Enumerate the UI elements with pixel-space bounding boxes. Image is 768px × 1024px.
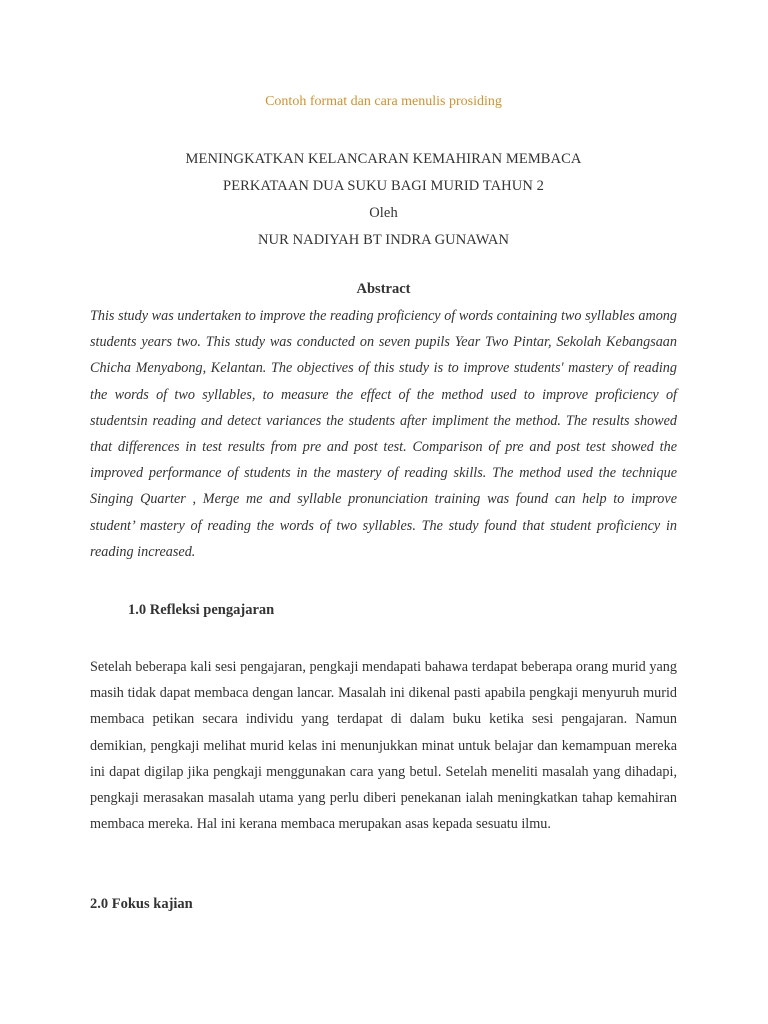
- author-name: NUR NADIYAH BT INDRA GUNAWAN: [257, 232, 510, 248]
- section-1-heading: 1.0 Refleksi pengajaran: [128, 602, 275, 618]
- abstract-heading: Abstract: [356, 281, 411, 297]
- section-2-heading: 2.0 Fokus kajian: [90, 896, 193, 912]
- title-block: [90, 146, 677, 254]
- abstract-text: This study was undertaken to improve the reading proficiency of words containing two syllables among students years two. This study was conducted on seven pupils Year Two Pintar, Sekolah Kebangsaan Chicha Menyabong, Kelantan. The objectives of this study is to improve students' mastery of reading the words of two syllables, to measure the effect of the method used to improve proficiency of studentsin reading and detect variances the students after impliment the method. The results showed that differences in test results from pre and post test. Comparison of pre and post test showed the improved performance of students in the mastery of reading skills. The method used the technique Singing Quarter , Merge me and syllable pronunciation training was found can help to improve student’ mastery of reading the words of two syllables. The study found that student proficiency in reading increased.: [90, 308, 677, 560]
- section-1-paragraph: Setelah beberapa kali sesi pengajaran, pengkaji mendapati bahawa terdapat beberapa orang murid yang masih tidak dapat membaca dengan lancar. Masalah ini dikenal pasti apabila pengkaji menyuruh murid membaca petikan secara individu yang terdapat di dalam buku ketika sesi pengajaran. Namun demikian, pengkaji melihat murid kelas ini menunjukkan minat untuk belajar dan kemampuan mereka ini dapat digilap jika pengkaji menggunakan cara yang betul. Setelah meneliti masalah yang dihadapi, pengkaji merasakan masalah utama yang perlu diberi penekanan ialah meningkatkan tahap kemahiran membaca mereka. Hal ini kerana membaca merupakan asas kepada sesuatu ilmu.: [90, 659, 677, 833]
- title-line-1: MENINGKATKAN KELANCARAN KEMAHIRAN MEMBACA: [185, 151, 582, 167]
- title-line-2: PERKATAAN DUA SUKU BAGI MURID TAHUN 2: [223, 178, 544, 194]
- by-line: Oleh: [369, 205, 398, 221]
- header-note: Contoh format dan cara menulis prosiding: [265, 94, 502, 109]
- document-page: [90, 0, 677, 1024]
